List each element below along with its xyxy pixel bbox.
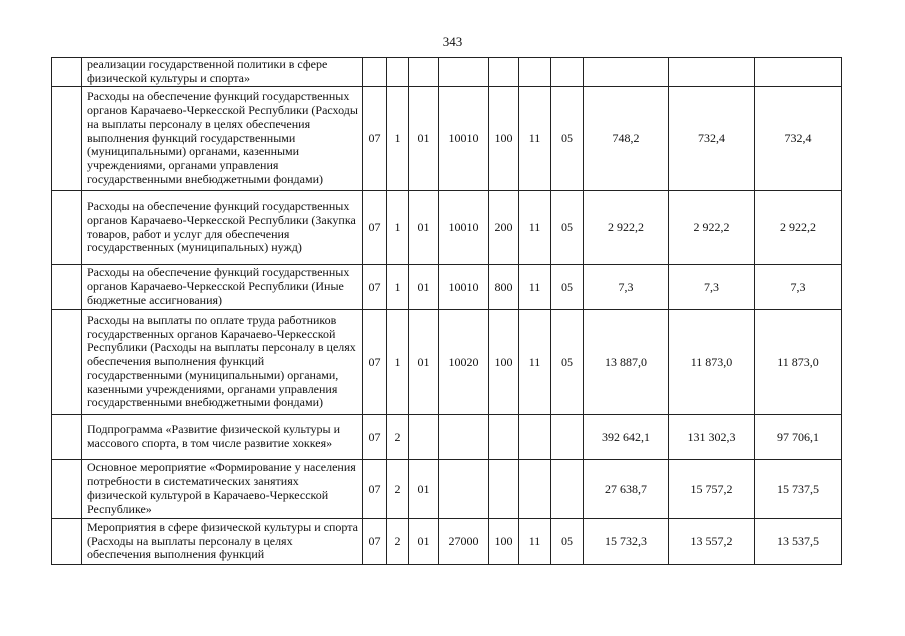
amount-year-3: 7,3 — [755, 265, 842, 310]
row-name: Расходы на обеспечение функций государственных органов Карачаево-Черкесской Республики (Закупка товаров, работ и услуг для обеспечения государственных (муниципальных) нужд) — [82, 191, 363, 265]
code-subsection: 05 — [551, 310, 584, 415]
row-name: Расходы на обеспечение функций государственных органов Карачаево-Черкесской Республики (Иные бюджетные ассигнования) — [82, 265, 363, 310]
table-row — [52, 310, 842, 415]
code-expense-type — [489, 58, 519, 87]
row-name: Расходы на выплаты по оплате труда работников государственных органов Карачаево-Черкесской Республики (Расходы на выплаты персоналу в целях обеспечения выполнения функций государственными (муниципальными) органами, казенными учреждениями, органами управления государственными внебюджетными фондами) — [82, 310, 363, 415]
amount-year-3: 13 537,5 — [755, 519, 842, 565]
table-body — [52, 58, 842, 565]
code-chapter — [519, 58, 551, 87]
amount-year-2 — [669, 58, 755, 87]
amount-year-1 — [584, 58, 669, 87]
code-expense-type — [489, 460, 519, 519]
amount-year-1: 2 922,2 — [584, 191, 669, 265]
code-direction: 10010 — [439, 191, 489, 265]
code-section: 07 — [363, 310, 387, 415]
code-section: 07 — [363, 87, 387, 191]
row-marker-cell — [52, 87, 82, 191]
amount-year-2: 2 922,2 — [669, 191, 755, 265]
amount-year-3 — [755, 58, 842, 87]
code-subsection — [551, 460, 584, 519]
code-event: 01 — [409, 265, 439, 310]
table-row — [52, 519, 842, 565]
row-name: Мероприятия в сфере физической культуры и спорта (Расходы на выплаты персоналу в целях обеспечения выполнения функций — [82, 519, 363, 565]
code-section: 07 — [363, 415, 387, 460]
code-subprogram: 2 — [387, 519, 409, 565]
amount-year-1: 13 887,0 — [584, 310, 669, 415]
page-number: 343 — [442, 34, 463, 49]
code-event — [409, 415, 439, 460]
code-direction: 10010 — [439, 87, 489, 191]
row-marker-cell — [52, 415, 82, 460]
code-subsection — [551, 58, 584, 87]
row-marker-cell — [52, 265, 82, 310]
budget-table — [51, 57, 842, 565]
code-direction: 10010 — [439, 265, 489, 310]
amount-year-2: 13 557,2 — [669, 519, 755, 565]
code-chapter: 11 — [519, 265, 551, 310]
code-section: 07 — [363, 460, 387, 519]
code-subprogram: 2 — [387, 415, 409, 460]
amount-year-2: 15 757,2 — [669, 460, 755, 519]
row-name: Подпрограмма «Развитие физической культуры и массового спорта, в том числе развитие хоккея» — [82, 415, 363, 460]
code-expense-type: 800 — [489, 265, 519, 310]
amount-year-3: 2 922,2 — [755, 191, 842, 265]
code-subprogram: 2 — [387, 460, 409, 519]
code-event: 01 — [409, 87, 439, 191]
code-subprogram: 1 — [387, 87, 409, 191]
code-chapter — [519, 460, 551, 519]
code-chapter: 11 — [519, 87, 551, 191]
code-chapter: 11 — [519, 191, 551, 265]
code-subsection — [551, 415, 584, 460]
code-section: 07 — [363, 519, 387, 565]
code-subsection: 05 — [551, 87, 584, 191]
code-subprogram: 1 — [387, 310, 409, 415]
amount-year-3: 732,4 — [755, 87, 842, 191]
row-name: реализации государственной политики в сфере физической культуры и спорта» — [82, 58, 363, 87]
table-row — [52, 415, 842, 460]
code-section: 07 — [363, 265, 387, 310]
amount-year-2: 131 302,3 — [669, 415, 755, 460]
row-marker-cell — [52, 519, 82, 565]
code-direction — [439, 415, 489, 460]
amount-year-1: 7,3 — [584, 265, 669, 310]
amount-year-3: 15 737,5 — [755, 460, 842, 519]
amount-year-1: 748,2 — [584, 87, 669, 191]
code-expense-type — [489, 415, 519, 460]
table-row — [52, 460, 842, 519]
amount-year-1: 27 638,7 — [584, 460, 669, 519]
table-row — [52, 191, 842, 265]
amount-year-3: 97 706,1 — [755, 415, 842, 460]
amount-year-1: 15 732,3 — [584, 519, 669, 565]
table-row — [52, 58, 842, 87]
code-expense-type: 100 — [489, 519, 519, 565]
code-subprogram: 1 — [387, 191, 409, 265]
row-marker-cell — [52, 460, 82, 519]
row-marker-cell — [52, 310, 82, 415]
code-expense-type: 200 — [489, 191, 519, 265]
amount-year-1: 392 642,1 — [584, 415, 669, 460]
code-subsection: 05 — [551, 519, 584, 565]
code-chapter: 11 — [519, 310, 551, 415]
table-row — [52, 265, 842, 310]
code-subsection: 05 — [551, 265, 584, 310]
code-expense-type: 100 — [489, 87, 519, 191]
amount-year-2: 11 873,0 — [669, 310, 755, 415]
amount-year-3: 11 873,0 — [755, 310, 842, 415]
code-subsection: 05 — [551, 191, 584, 265]
code-section: 07 — [363, 191, 387, 265]
code-event — [409, 58, 439, 87]
row-marker-cell — [52, 58, 82, 87]
code-expense-type: 100 — [489, 310, 519, 415]
row-name: Расходы на обеспечение функций государственных органов Карачаево-Черкесской Республики (Расходы на выплаты персоналу в целях обеспечения выполнения функций государственными (муниципальными) органами, казенными учреждениями, органами управления государственными внебюджетными фондами) — [82, 87, 363, 191]
row-name: Основное мероприятие «Формирование у населения потребности в систематических занятиях физической культурой в Карачаево-Черкесской Республике» — [82, 460, 363, 519]
code-chapter: 11 — [519, 519, 551, 565]
code-section — [363, 58, 387, 87]
code-event: 01 — [409, 519, 439, 565]
code-direction — [439, 58, 489, 87]
code-subprogram: 1 — [387, 265, 409, 310]
code-event: 01 — [409, 191, 439, 265]
code-direction: 10020 — [439, 310, 489, 415]
code-subprogram — [387, 58, 409, 87]
amount-year-2: 7,3 — [669, 265, 755, 310]
code-event: 01 — [409, 460, 439, 519]
amount-year-2: 732,4 — [669, 87, 755, 191]
row-marker-cell — [52, 191, 82, 265]
table-row — [52, 87, 842, 191]
code-direction — [439, 460, 489, 519]
code-chapter — [519, 415, 551, 460]
code-event: 01 — [409, 310, 439, 415]
code-direction: 27000 — [439, 519, 489, 565]
